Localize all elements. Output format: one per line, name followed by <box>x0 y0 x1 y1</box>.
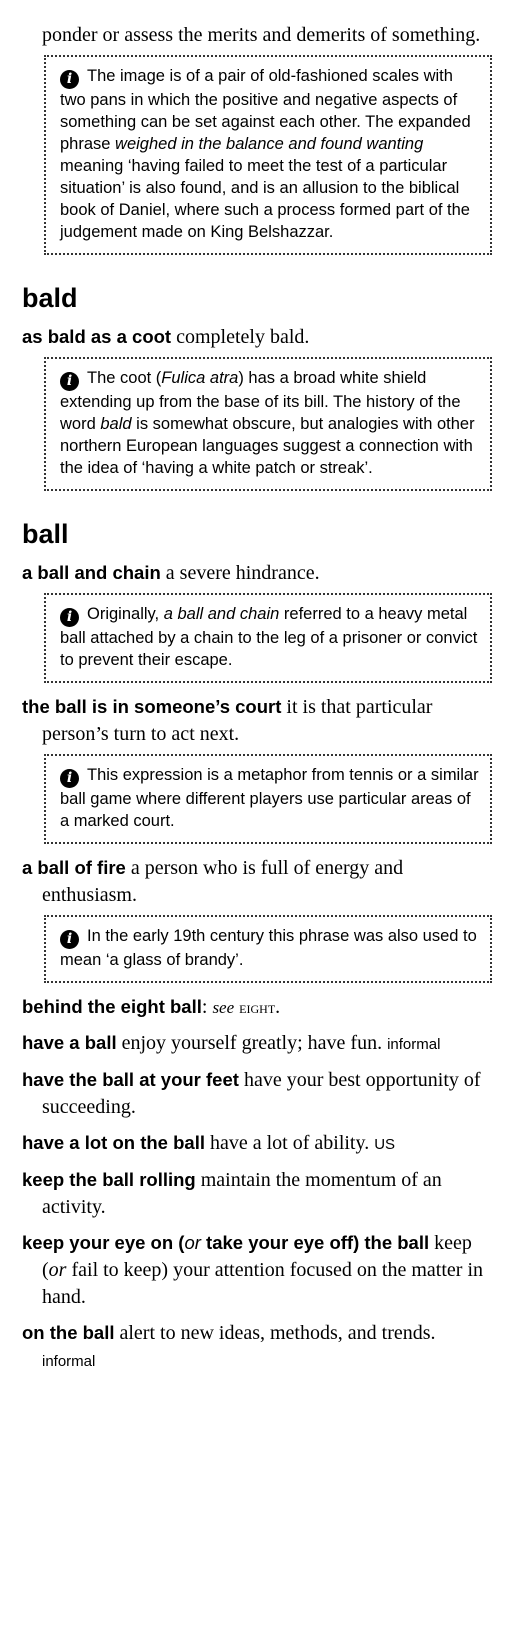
register-label: informal <box>42 1353 96 1370</box>
note-text: referred to a heavy metal ball attached by a chain to the leg of a prisoner or convict to prevent their escape. <box>60 605 478 669</box>
entry-ball-at-your-feet <box>22 1066 492 1121</box>
headword-ball: ball <box>22 519 69 549</box>
dictionary-page <box>22 22 492 1379</box>
entry-phrase: behind the eight ball <box>22 996 202 1017</box>
entry-ball-of-fire <box>22 854 492 909</box>
region-label: US <box>374 1136 396 1153</box>
entry-phrase: on the ball <box>22 1322 115 1343</box>
entry-phrase: the ball is in someone’s court <box>22 696 282 717</box>
usage-note-ball-and-chain <box>44 593 492 683</box>
entry-definition: have your best opportunity of succeeding. <box>42 1069 481 1118</box>
entry-definition: alert to new ideas, methods, and trends. <box>114 1322 436 1344</box>
note-text: The coot ( <box>87 369 162 387</box>
entry-phrase: have a ball <box>22 1032 117 1053</box>
entry-phrase: as bald as a coot <box>22 326 172 347</box>
entry-keep-ball-rolling <box>22 1166 492 1221</box>
entry-definition: enjoy yourself greatly; have fun. <box>116 1032 383 1054</box>
info-icon: i <box>60 769 79 788</box>
entry-phrase: keep the ball rolling <box>22 1169 196 1190</box>
usage-note-coot <box>44 357 492 491</box>
register-label: informal <box>387 1036 441 1053</box>
headword-bald: bald <box>22 283 78 313</box>
note-text: meaning ‘having failed to meet the test of a particular situation’ is also found, and is an allusion to the biblical book of Daniel, where such a process formed part of the judgement made on King Belshazzar. <box>60 157 470 241</box>
entry-definition: completely bald. <box>171 326 310 348</box>
or-italic: or <box>184 1232 201 1253</box>
entry-definition: a severe hindrance. <box>160 562 320 584</box>
entry-behind-eight-ball <box>22 993 492 1021</box>
entry-definition: fail to keep) your attention focused on the matter in hand. <box>42 1259 484 1308</box>
entry-phrase: have a lot on the ball <box>22 1132 205 1153</box>
or-italic: or <box>48 1259 67 1281</box>
entry-end: . <box>275 996 281 1018</box>
info-icon: i <box>60 70 79 89</box>
note-text: This expression is a metaphor from tennis or a similar ball game where different players use particular areas of a marked court. <box>60 766 479 830</box>
entry-eye-on-the-ball <box>22 1229 492 1311</box>
note-italic: a ball and chain <box>163 605 280 623</box>
entry-ball-in-court <box>22 693 492 748</box>
usage-note-brandy <box>44 915 492 983</box>
definition-continuation: ponder or assess the merits and demerits of something. <box>42 24 481 46</box>
entry-definition: a person who is full of energy and enthusiasm. <box>42 857 404 906</box>
entry-lot-on-the-ball <box>22 1129 492 1158</box>
entry-definition: have a lot of ability. <box>204 1132 370 1154</box>
info-icon: i <box>60 372 79 391</box>
entry-have-a-ball <box>22 1029 492 1058</box>
note-italic: Fulica atra <box>161 369 239 387</box>
info-icon: i <box>60 608 79 627</box>
note-text: ) has a broad white shield extending up from the base of its bill. The history of the word <box>60 369 461 433</box>
entry-phrase: have the ball at your feet <box>22 1069 239 1090</box>
entry-colon: : <box>201 996 213 1018</box>
note-italic: weighed in the balance and found wanting <box>115 135 424 153</box>
entry-definition: it is that particular person’s turn to act next. <box>42 696 433 745</box>
entry-phrase <box>22 1232 429 1253</box>
cross-reference-link[interactable]: eight <box>239 998 276 1017</box>
see-label: see <box>212 998 235 1017</box>
note-text: The image is of a pair of old-fashioned scales with two pans in which the positive and negative aspects of something can be set against each other. The expanded phrase <box>60 67 471 153</box>
entry-definition: keep ( <box>42 1232 472 1281</box>
usage-note-tennis <box>44 754 492 844</box>
phrase-part: keep your eye on ( <box>22 1232 185 1253</box>
entry-on-the-ball <box>22 1319 492 1375</box>
note-text: In the early 19th century this phrase was also used to mean ‘a glass of brandy’. <box>60 927 477 969</box>
note-text: is somewhat obscure, but analogies with other northern European languages suggest a connection with the idea of ‘having a white patch or streak’. <box>60 415 475 477</box>
note-text: Originally, <box>87 605 164 623</box>
entry-definition: maintain the momentum of an activity. <box>42 1169 442 1218</box>
usage-note-balance <box>44 55 492 255</box>
entry-as-bald-as-a-coot <box>22 323 492 351</box>
entry-phrase: a ball of fire <box>22 857 126 878</box>
phrase-part: take your eye off) the ball <box>200 1232 430 1253</box>
note-italic: bald <box>100 415 132 433</box>
entry-phrase: a ball and chain <box>22 562 161 583</box>
entry-ball-and-chain <box>22 559 492 587</box>
info-icon: i <box>60 930 79 949</box>
